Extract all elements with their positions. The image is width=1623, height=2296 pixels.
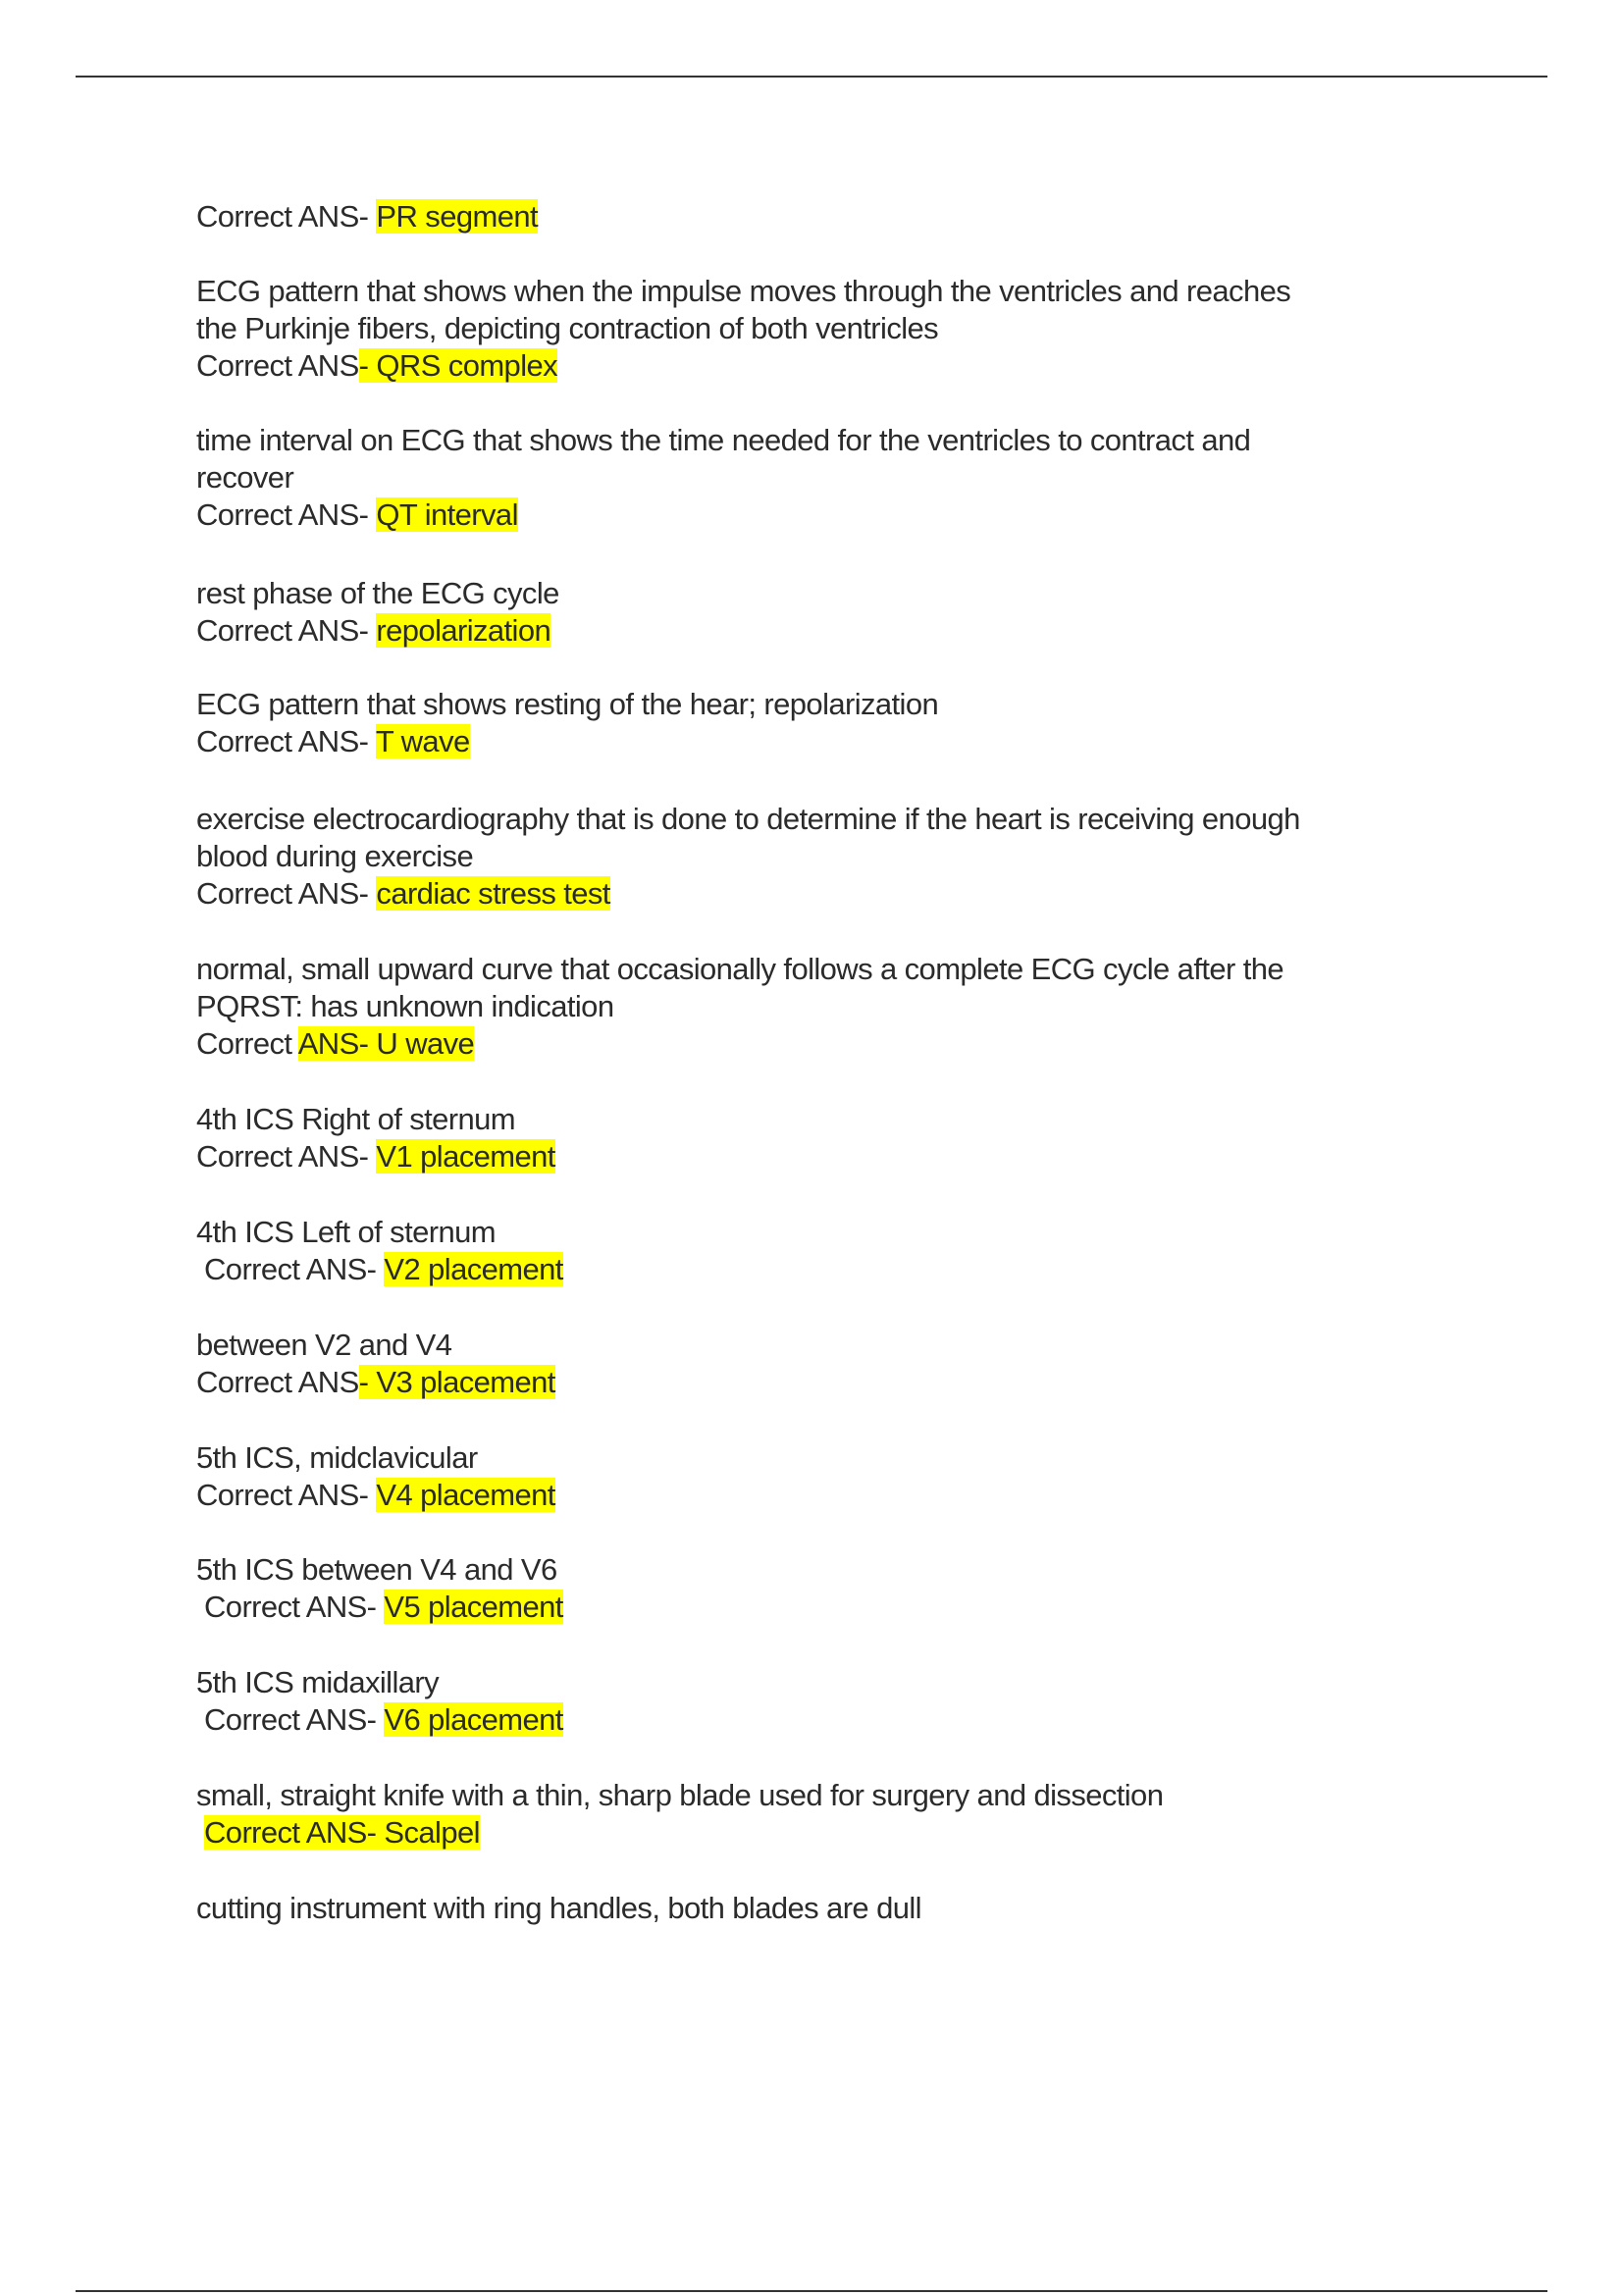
answer-highlight: - V3 placement — [358, 1365, 555, 1399]
answer-line — [196, 1814, 1163, 1852]
answer-line — [196, 347, 1290, 385]
question-line: 5th ICS midaxillary — [196, 1665, 440, 1699]
answer-highlight: T wave — [375, 724, 470, 758]
answer-prefix: Correct ANS- — [196, 1590, 385, 1624]
question-line: cutting instrument with ring handles, both blades are dull — [196, 1891, 921, 1925]
question-line: normal, small upward curve that occasionally follows a complete ECG cycle after the — [196, 952, 1284, 986]
flashcard-item — [196, 422, 1250, 534]
question-line: exercise electrocardiography that is done to determine if the heart is receiving enough — [196, 802, 1300, 836]
answer-highlight: repolarization — [376, 613, 551, 648]
question-line: 5th ICS between V4 and V6 — [196, 1552, 557, 1587]
answer-line — [196, 1477, 555, 1514]
flashcard-item — [196, 1777, 1163, 1852]
header-rule — [76, 76, 1547, 78]
answer-line — [196, 198, 538, 235]
answer-line — [196, 612, 559, 650]
answer-highlight: Correct ANS- Scalpel — [204, 1815, 480, 1850]
answer-line — [196, 1364, 555, 1401]
flashcard-item — [196, 575, 559, 650]
flashcard-item — [196, 198, 538, 235]
answer-highlight: - QRS complex — [358, 348, 558, 383]
answer-prefix: Correct ANS — [196, 348, 359, 383]
answer-prefix: Correct ANS- — [196, 1139, 377, 1174]
flashcard-item — [196, 1439, 555, 1514]
answer-prefix: Correct — [196, 1026, 298, 1061]
answer-prefix: Correct ANS- — [196, 724, 376, 758]
question-line: rest phase of the ECG cycle — [196, 576, 559, 610]
question-line: ECG pattern that shows when the impulse moves through the ventricles and reaches — [196, 274, 1291, 308]
answer-prefix: Correct ANS- — [196, 613, 377, 648]
answer-line — [196, 1025, 1283, 1063]
question-line: small, straight knife with a thin, sharp blade used for surgery and dissection — [196, 1778, 1164, 1812]
answer-line — [196, 496, 1250, 534]
answer-prefix: Correct ANS- — [196, 1702, 385, 1737]
question-line: 4th ICS Left of sternum — [196, 1215, 496, 1249]
answer-prefix — [196, 1815, 204, 1850]
footer-rule — [76, 2290, 1547, 2292]
answer-line — [196, 1251, 563, 1288]
answer-highlight: cardiac stress test — [376, 876, 610, 911]
answer-line — [196, 1138, 555, 1175]
flashcard-item — [196, 686, 938, 760]
answer-highlight: V5 placement — [384, 1590, 563, 1624]
question-line: blood during exercise — [196, 839, 474, 873]
flashcard-item — [196, 1551, 563, 1626]
flashcard-item — [196, 801, 1300, 913]
answer-highlight: V2 placement — [384, 1252, 563, 1286]
question-line: ECG pattern that shows resting of the hear; repolarization — [196, 687, 939, 721]
flashcard-item — [196, 1890, 921, 1927]
question-line: 5th ICS, midclavicular — [196, 1440, 478, 1475]
question-line: between V2 and V4 — [196, 1328, 452, 1362]
flashcard-item — [196, 1214, 563, 1288]
answer-highlight: PR segment — [376, 199, 538, 234]
answer-line — [196, 875, 1300, 913]
flashcard-item — [196, 951, 1283, 1063]
answer-highlight: V4 placement — [376, 1478, 555, 1512]
answer-line — [196, 1589, 563, 1626]
answer-line — [196, 723, 938, 760]
answer-line — [196, 1701, 563, 1739]
flashcard-item — [196, 1327, 555, 1401]
answer-highlight: V1 placement — [376, 1139, 555, 1174]
answer-prefix: Correct ANS — [196, 1365, 359, 1399]
question-line: PQRST: has unknown indication — [196, 989, 614, 1023]
question-line: recover — [196, 460, 294, 495]
flashcard-item — [196, 1664, 563, 1739]
answer-prefix: Correct ANS- — [196, 876, 377, 911]
answer-highlight: ANS- U wave — [297, 1026, 475, 1061]
answer-highlight: QT interval — [376, 497, 518, 532]
flashcard-item — [196, 1101, 555, 1175]
answer-prefix: Correct ANS- — [196, 497, 377, 532]
question-line: 4th ICS Right of sternum — [196, 1102, 516, 1136]
answer-highlight: V6 placement — [384, 1702, 563, 1737]
question-line: the Purkinje fibers, depicting contraction of both ventricles — [196, 311, 939, 345]
answer-prefix: Correct ANS- — [196, 1252, 385, 1286]
answer-prefix: Correct ANS- — [196, 1478, 377, 1512]
question-line: time interval on ECG that shows the time needed for the ventricles to contract and — [196, 423, 1251, 457]
flashcard-item — [196, 273, 1290, 385]
answer-prefix: Correct ANS- — [196, 199, 377, 234]
